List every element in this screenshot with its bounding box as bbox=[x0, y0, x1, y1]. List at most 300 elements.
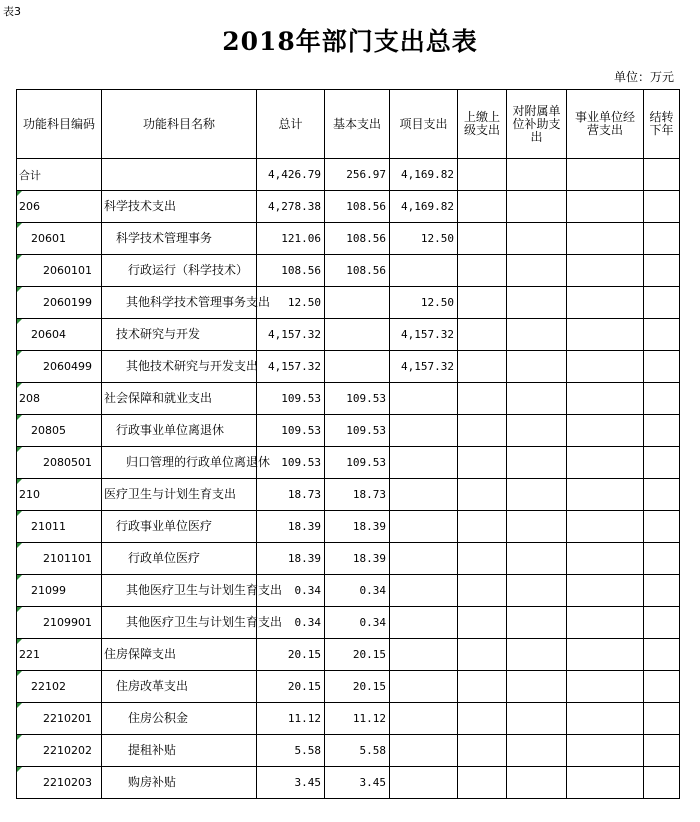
basic-cell bbox=[325, 319, 390, 351]
carryover-cell bbox=[644, 639, 680, 671]
cell-marker-icon bbox=[17, 575, 22, 580]
subsidy-cell bbox=[507, 479, 567, 511]
subsidy-cell bbox=[507, 159, 567, 191]
name-cell-text: 其他科学技术管理事务支出 bbox=[126, 295, 271, 309]
remit-cell bbox=[458, 447, 507, 479]
code-cell-text: 2080501 bbox=[43, 456, 92, 469]
total-cell-text: 4,157.32 bbox=[268, 360, 321, 373]
total-cell-text: 121.06 bbox=[281, 232, 321, 245]
project-cell-text: 4,157.32 bbox=[401, 328, 454, 341]
table-row bbox=[17, 543, 680, 575]
cell-marker-icon bbox=[17, 479, 22, 484]
name-cell bbox=[102, 447, 271, 479]
remit-cell bbox=[458, 159, 507, 191]
table-row bbox=[17, 479, 680, 511]
code-cell bbox=[17, 319, 102, 351]
operation-cell bbox=[567, 383, 644, 415]
carryover-cell bbox=[644, 607, 680, 639]
code-cell-text: 21099 bbox=[31, 584, 66, 597]
carryover-cell bbox=[644, 383, 680, 415]
code-cell-text: 210 bbox=[19, 488, 40, 501]
code-cell-text: 2101101 bbox=[43, 552, 92, 565]
total-cell bbox=[257, 767, 325, 799]
total-cell bbox=[257, 159, 325, 191]
code-cell bbox=[17, 735, 102, 767]
header-cell: 基本支出 bbox=[325, 90, 390, 159]
name-cell-text: 行政运行（科学技术） bbox=[128, 263, 249, 277]
code-cell bbox=[17, 511, 102, 543]
basic-cell-text: 108.56 bbox=[346, 200, 386, 213]
total-cell-text: 4,426.79 bbox=[268, 168, 321, 181]
total-cell-text: 109.53 bbox=[281, 456, 321, 469]
basic-cell-text: 109.53 bbox=[346, 456, 386, 469]
cell-marker-icon bbox=[17, 735, 22, 740]
remit-cell bbox=[458, 255, 507, 287]
project-cell-text: 4,169.82 bbox=[401, 168, 454, 181]
total-cell bbox=[257, 703, 325, 735]
basic-cell bbox=[325, 191, 390, 223]
cell-marker-icon bbox=[17, 767, 22, 772]
code-cell bbox=[17, 575, 102, 607]
subsidy-cell bbox=[507, 543, 567, 575]
basic-cell bbox=[325, 767, 390, 799]
table-row bbox=[17, 607, 680, 639]
project-cell bbox=[390, 543, 458, 575]
project-cell bbox=[390, 415, 458, 447]
total-cell bbox=[257, 383, 325, 415]
subsidy-cell bbox=[507, 255, 567, 287]
basic-cell-text: 109.53 bbox=[346, 424, 386, 437]
cell-marker-icon bbox=[17, 191, 22, 196]
subsidy-cell bbox=[507, 703, 567, 735]
operation-cell bbox=[567, 159, 644, 191]
code-cell bbox=[17, 159, 102, 191]
subsidy-cell bbox=[507, 447, 567, 479]
remit-cell bbox=[458, 383, 507, 415]
code-cell-text: 20604 bbox=[31, 328, 66, 341]
operation-cell bbox=[567, 191, 644, 223]
subsidy-cell bbox=[507, 223, 567, 255]
operation-cell bbox=[567, 735, 644, 767]
table-row bbox=[17, 767, 680, 799]
carryover-cell bbox=[644, 703, 680, 735]
name-cell bbox=[102, 671, 257, 703]
code-cell bbox=[17, 415, 102, 447]
remit-cell bbox=[458, 511, 507, 543]
table-row bbox=[17, 447, 680, 479]
code-cell bbox=[17, 447, 102, 479]
name-cell-text: 医疗卫生与计划生育支出 bbox=[104, 487, 237, 501]
total-cell-text: 18.73 bbox=[287, 488, 321, 501]
carryover-cell bbox=[644, 287, 680, 319]
project-cell-text: 4,157.32 bbox=[401, 360, 454, 373]
code-cell bbox=[17, 383, 102, 415]
name-cell-text: 社会保障和就业支出 bbox=[104, 391, 213, 405]
basic-cell bbox=[325, 255, 390, 287]
carryover-cell bbox=[644, 767, 680, 799]
table-row bbox=[17, 255, 680, 287]
project-cell bbox=[390, 255, 458, 287]
total-cell-text: 12.50 bbox=[287, 296, 321, 309]
operation-cell bbox=[567, 607, 644, 639]
total-cell bbox=[257, 511, 325, 543]
basic-cell-text: 108.56 bbox=[346, 264, 386, 277]
header-cell: 事业单位经营支出 bbox=[567, 90, 644, 159]
carryover-cell bbox=[644, 223, 680, 255]
name-cell bbox=[102, 223, 257, 255]
name-cell-text: 行政单位医疗 bbox=[128, 551, 201, 565]
name-cell bbox=[102, 703, 257, 735]
total-cell-text: 11.12 bbox=[287, 712, 321, 725]
name-cell bbox=[102, 319, 257, 351]
cell-marker-icon bbox=[17, 511, 22, 516]
name-cell-text: 住房公积金 bbox=[128, 711, 189, 725]
project-cell bbox=[390, 767, 458, 799]
operation-cell bbox=[567, 767, 644, 799]
name-cell-text: 住房改革支出 bbox=[116, 679, 189, 693]
name-cell bbox=[102, 543, 257, 575]
code-cell bbox=[17, 223, 102, 255]
basic-cell bbox=[325, 415, 390, 447]
subsidy-cell bbox=[507, 319, 567, 351]
project-cell bbox=[390, 383, 458, 415]
total-cell-text: 3.45 bbox=[294, 776, 321, 789]
cell-marker-icon bbox=[17, 607, 22, 612]
remit-cell bbox=[458, 671, 507, 703]
basic-cell-text: 0.34 bbox=[359, 616, 386, 629]
table-row bbox=[17, 223, 680, 255]
table-row bbox=[17, 735, 680, 767]
subsidy-cell bbox=[507, 671, 567, 703]
project-cell bbox=[390, 223, 458, 255]
total-cell bbox=[257, 351, 325, 383]
project-cell-text: 12.50 bbox=[420, 296, 454, 309]
remit-cell bbox=[458, 575, 507, 607]
remit-cell bbox=[458, 351, 507, 383]
carryover-cell bbox=[644, 735, 680, 767]
code-cell-text: 208 bbox=[19, 392, 40, 405]
basic-cell bbox=[325, 287, 390, 319]
subsidy-cell bbox=[507, 191, 567, 223]
operation-cell bbox=[567, 255, 644, 287]
header-row bbox=[17, 90, 680, 159]
name-cell-text: 购房补贴 bbox=[128, 775, 177, 789]
project-cell bbox=[390, 447, 458, 479]
name-cell bbox=[102, 511, 257, 543]
basic-cell-text: 18.39 bbox=[352, 552, 386, 565]
name-cell bbox=[102, 191, 257, 223]
cell-marker-icon bbox=[17, 319, 22, 324]
basic-cell bbox=[325, 223, 390, 255]
table-row bbox=[17, 639, 680, 671]
total-cell bbox=[257, 191, 325, 223]
carryover-cell bbox=[644, 671, 680, 703]
code-cell bbox=[17, 767, 102, 799]
total-cell-text: 4,157.32 bbox=[268, 328, 321, 341]
total-cell-text: 20.15 bbox=[287, 648, 321, 661]
name-cell bbox=[102, 479, 257, 511]
basic-cell bbox=[325, 447, 390, 479]
total-cell-text: 0.34 bbox=[294, 616, 321, 629]
total-cell-text: 108.56 bbox=[281, 264, 321, 277]
cell-marker-icon bbox=[17, 639, 22, 644]
header-cell: 项目支出 bbox=[390, 90, 458, 159]
basic-cell-text: 256.97 bbox=[346, 168, 386, 181]
basic-cell bbox=[325, 607, 390, 639]
name-cell bbox=[102, 415, 257, 447]
code-cell-text: 2060499 bbox=[43, 360, 92, 373]
total-cell-text: 5.58 bbox=[294, 744, 321, 757]
subsidy-cell bbox=[507, 415, 567, 447]
basic-cell bbox=[325, 479, 390, 511]
code-cell bbox=[17, 255, 102, 287]
total-cell bbox=[257, 223, 325, 255]
total-cell bbox=[257, 543, 325, 575]
basic-cell-text: 0.34 bbox=[359, 584, 386, 597]
operation-cell bbox=[567, 319, 644, 351]
basic-cell-text: 11.12 bbox=[352, 712, 386, 725]
project-cell bbox=[390, 159, 458, 191]
name-cell bbox=[102, 735, 257, 767]
basic-cell bbox=[325, 351, 390, 383]
total-cell bbox=[257, 255, 325, 287]
name-cell-text: 提租补贴 bbox=[128, 743, 177, 757]
name-cell-text: 科学技术管理事务 bbox=[116, 231, 213, 245]
carryover-cell bbox=[644, 191, 680, 223]
cell-marker-icon bbox=[17, 351, 22, 356]
table-row bbox=[17, 319, 680, 351]
project-cell bbox=[390, 703, 458, 735]
remit-cell bbox=[458, 607, 507, 639]
subsidy-cell bbox=[507, 383, 567, 415]
remit-cell bbox=[458, 479, 507, 511]
code-cell bbox=[17, 703, 102, 735]
table-row bbox=[17, 287, 680, 319]
basic-cell-text: 20.15 bbox=[352, 648, 386, 661]
table-row bbox=[17, 575, 680, 607]
sheet-label: 表3 bbox=[3, 5, 21, 18]
name-cell-text: 行政事业单位医疗 bbox=[116, 519, 213, 533]
total-cell bbox=[257, 671, 325, 703]
total-cell-text: 0.34 bbox=[294, 584, 321, 597]
carryover-cell bbox=[644, 479, 680, 511]
project-cell-text: 12.50 bbox=[420, 232, 454, 245]
table-row bbox=[17, 351, 680, 383]
cell-marker-icon bbox=[17, 287, 22, 292]
cell-marker-icon bbox=[17, 415, 22, 420]
carryover-cell bbox=[644, 575, 680, 607]
code-cell-text: 合计 bbox=[19, 168, 41, 182]
name-cell bbox=[102, 255, 257, 287]
carryover-cell bbox=[644, 159, 680, 191]
project-cell bbox=[390, 191, 458, 223]
page-title: 2018年部门支出总表 bbox=[222, 27, 478, 56]
name-cell bbox=[102, 607, 283, 639]
basic-cell bbox=[325, 671, 390, 703]
header-cell: 总计 bbox=[257, 90, 325, 159]
table-row bbox=[17, 415, 680, 447]
total-cell-text: 4,278.38 bbox=[268, 200, 321, 213]
code-cell-text: 2210202 bbox=[43, 744, 92, 757]
name-cell bbox=[102, 351, 257, 383]
table-row bbox=[17, 383, 680, 415]
basic-cell-text: 109.53 bbox=[346, 392, 386, 405]
name-cell bbox=[102, 287, 271, 319]
carryover-cell bbox=[644, 447, 680, 479]
remit-cell bbox=[458, 703, 507, 735]
name-cell bbox=[102, 383, 257, 415]
operation-cell bbox=[567, 351, 644, 383]
name-cell-text: 技术研究与开发 bbox=[116, 327, 201, 341]
basic-cell bbox=[325, 703, 390, 735]
project-cell bbox=[390, 607, 458, 639]
cell-marker-icon bbox=[17, 671, 22, 676]
operation-cell bbox=[567, 703, 644, 735]
project-cell bbox=[390, 287, 458, 319]
code-cell bbox=[17, 479, 102, 511]
remit-cell bbox=[458, 319, 507, 351]
remit-cell bbox=[458, 735, 507, 767]
carryover-cell bbox=[644, 255, 680, 287]
code-cell bbox=[17, 671, 102, 703]
total-cell bbox=[257, 319, 325, 351]
header-cell: 上缴上级支出 bbox=[458, 90, 507, 159]
name-cell bbox=[102, 159, 257, 191]
basic-cell bbox=[325, 159, 390, 191]
name-cell-text: 其他医疗卫生与计划生育支出 bbox=[126, 583, 283, 597]
code-cell-text: 2210203 bbox=[43, 776, 92, 789]
header-cell: 对附属单位补助支出 bbox=[507, 90, 567, 159]
unit-label: 单位：万元 bbox=[613, 70, 674, 84]
total-cell-text: 109.53 bbox=[281, 392, 321, 405]
name-cell bbox=[102, 639, 257, 671]
cell-marker-icon bbox=[17, 383, 22, 388]
code-cell-text: 2109901 bbox=[43, 616, 92, 629]
code-cell-text: 21011 bbox=[31, 520, 66, 533]
basic-cell bbox=[325, 543, 390, 575]
name-cell-text: 行政事业单位离退休 bbox=[116, 423, 225, 437]
basic-cell-text: 108.56 bbox=[346, 232, 386, 245]
basic-cell-text: 3.45 bbox=[359, 776, 386, 789]
table-row bbox=[17, 191, 680, 223]
remit-cell bbox=[458, 639, 507, 671]
project-cell bbox=[390, 735, 458, 767]
operation-cell bbox=[567, 575, 644, 607]
carryover-cell bbox=[644, 543, 680, 575]
operation-cell bbox=[567, 287, 644, 319]
code-cell-text: 2060199 bbox=[43, 296, 92, 309]
table-body bbox=[17, 159, 680, 799]
name-cell-text: 归口管理的行政单位离退休 bbox=[126, 455, 271, 469]
project-cell bbox=[390, 479, 458, 511]
subsidy-cell bbox=[507, 511, 567, 543]
project-cell bbox=[390, 351, 458, 383]
project-cell bbox=[390, 511, 458, 543]
header-cell: 功能科目编码 bbox=[17, 90, 102, 159]
cell-marker-icon bbox=[17, 703, 22, 708]
total-cell bbox=[257, 735, 325, 767]
project-cell bbox=[390, 639, 458, 671]
code-cell-text: 221 bbox=[19, 648, 40, 661]
subsidy-cell bbox=[507, 639, 567, 671]
total-cell-text: 20.15 bbox=[287, 680, 321, 693]
table-row bbox=[17, 511, 680, 543]
subsidy-cell bbox=[507, 287, 567, 319]
remit-cell bbox=[458, 223, 507, 255]
code-cell-text: 22102 bbox=[31, 680, 66, 693]
subsidy-cell bbox=[507, 575, 567, 607]
basic-cell-text: 18.39 bbox=[352, 520, 386, 533]
operation-cell bbox=[567, 479, 644, 511]
total-cell-text: 18.39 bbox=[287, 552, 321, 565]
remit-cell bbox=[458, 191, 507, 223]
code-cell-text: 2210201 bbox=[43, 712, 92, 725]
carryover-cell bbox=[644, 415, 680, 447]
header-cell: 结转下年 bbox=[644, 90, 680, 159]
total-cell bbox=[257, 639, 325, 671]
subsidy-cell bbox=[507, 735, 567, 767]
code-cell bbox=[17, 287, 102, 319]
code-cell bbox=[17, 639, 102, 671]
code-cell bbox=[17, 351, 102, 383]
table-row bbox=[17, 159, 680, 191]
remit-cell bbox=[458, 287, 507, 319]
operation-cell bbox=[567, 671, 644, 703]
subsidy-cell bbox=[507, 767, 567, 799]
basic-cell bbox=[325, 575, 390, 607]
code-cell-text: 206 bbox=[19, 200, 40, 213]
subsidy-cell bbox=[507, 607, 567, 639]
basic-cell-text: 5.58 bbox=[359, 744, 386, 757]
table-row bbox=[17, 703, 680, 735]
code-cell bbox=[17, 607, 102, 639]
basic-cell bbox=[325, 511, 390, 543]
expenditure-table bbox=[16, 89, 680, 799]
basic-cell bbox=[325, 383, 390, 415]
project-cell bbox=[390, 671, 458, 703]
operation-cell bbox=[567, 447, 644, 479]
cell-marker-icon bbox=[17, 543, 22, 548]
cell-marker-icon bbox=[17, 223, 22, 228]
operation-cell bbox=[567, 511, 644, 543]
basic-cell bbox=[325, 639, 390, 671]
operation-cell bbox=[567, 543, 644, 575]
total-cell bbox=[257, 415, 325, 447]
total-cell-text: 18.39 bbox=[287, 520, 321, 533]
total-cell-text: 109.53 bbox=[281, 424, 321, 437]
code-cell bbox=[17, 543, 102, 575]
project-cell-text: 4,169.82 bbox=[401, 200, 454, 213]
basic-cell-text: 20.15 bbox=[352, 680, 386, 693]
carryover-cell bbox=[644, 511, 680, 543]
operation-cell bbox=[567, 223, 644, 255]
carryover-cell bbox=[644, 319, 680, 351]
code-cell-text: 20805 bbox=[31, 424, 66, 437]
name-cell-text: 科学技术支出 bbox=[104, 199, 177, 213]
basic-cell bbox=[325, 735, 390, 767]
remit-cell bbox=[458, 767, 507, 799]
code-cell-text: 20601 bbox=[31, 232, 66, 245]
cell-marker-icon bbox=[17, 447, 22, 452]
carryover-cell bbox=[644, 351, 680, 383]
operation-cell bbox=[567, 415, 644, 447]
name-cell-text: 其他医疗卫生与计划生育支出 bbox=[126, 615, 283, 629]
name-cell bbox=[102, 575, 283, 607]
name-cell-text: 住房保障支出 bbox=[104, 647, 177, 661]
name-cell-text: 其他技术研究与开发支出 bbox=[126, 359, 259, 373]
total-cell bbox=[257, 479, 325, 511]
name-cell bbox=[102, 767, 257, 799]
